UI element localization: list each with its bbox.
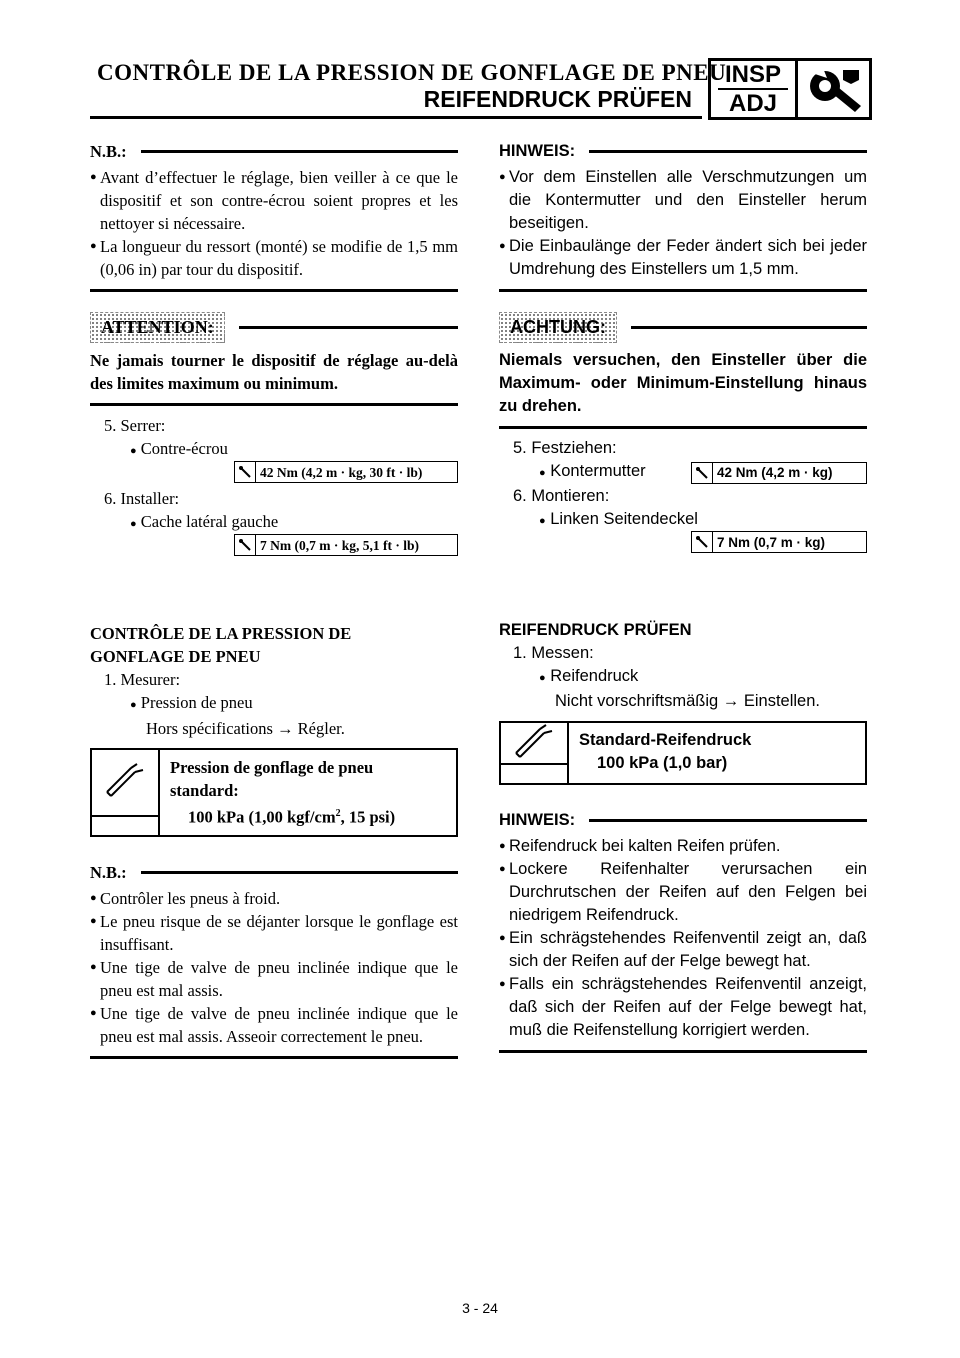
note-label: HINWEIS:: [499, 142, 576, 160]
note-label: N.B.:: [90, 862, 127, 882]
caution-text: Niemals versuchen, den Einsteller über die Maximum- oder Minimum-Einstellung hinaus zu drehen.: [499, 351, 867, 415]
list-item: ● Contrôler les pneus à froid.: [90, 888, 281, 908]
wrench-tool-icon: [798, 61, 869, 117]
badge-insp-text: INSP: [724, 61, 781, 88]
note-list: [90, 166, 458, 281]
note-heading: [90, 140, 458, 163]
step-6-item: ● Cache latéral gauche: [130, 512, 279, 531]
torque-wrench-icon: [692, 463, 713, 483]
french-column: [90, 140, 458, 1059]
torque-wrench-icon: [235, 535, 256, 555]
german-column: [499, 140, 867, 1053]
note-label: HINWEIS:: [499, 811, 576, 829]
list-item: ● Une tige de valve de pneu inclinée indique que le pneu est mal assis.: [90, 957, 458, 1000]
section-title: CONTRÔLE DE LA PRESSION DE GONFLAGE DE PNEU: [90, 624, 352, 666]
list-item: ● Ein schrägstehendes Reifenventil zeigt an, daß sich der Reifen auf der Felge bewegt hat.: [499, 929, 867, 970]
list-item: ● Vor dem Einstellen alle Verschmutzungen um die Kontermutter und den Einsteller herum beseitigen.: [499, 168, 867, 232]
list-item: ● Falls ein schrägstehendes Reifenventil anzeigt, daß sich der Reifen auf der Felge bewegt hat, muß die Reifenstellung korrigiert werden.: [499, 975, 867, 1039]
list-item: ● Lockere Reifenhalter verursachen ein Durchrutschen der Reifen auf den Felgen bei niedrigem Reifendruck.: [499, 860, 867, 924]
step-5: 5. Festziehen:: [513, 439, 617, 457]
note-list: [499, 166, 867, 281]
list-item: ● Die Einbaulänge der Feder ändert sich bei jeder Umdrehung des Einstellers um 1,5 mm.: [499, 237, 867, 278]
spec-value: 100 kPa (1,00 kgf/$cm^2$, 15 psi): [187, 807, 396, 827]
page-title-german: REIFENDRUCK PRÜFEN: [423, 86, 692, 112]
list-item: ● La longueur du ressort (monté) se modifie de 1,5 mm (0,06 in) par tour du dispositif.: [90, 237, 458, 279]
caliper-icon: [501, 723, 569, 783]
torque-wrench-icon: [235, 462, 256, 482]
measure-note: Nicht vorschriftsmäßig → Einstellen.: [555, 692, 820, 710]
note-heading: [499, 809, 867, 832]
measure-item: ● Reifendruck: [539, 667, 639, 685]
measure-step: 1. Mesurer:: [104, 670, 181, 689]
header-rule: [90, 116, 702, 119]
caution-text: Ne jamais tourner le dispositif de réglage au-delà des limites maximum ou minimum.: [90, 351, 458, 393]
torque-spec: 42 Nm (4,2 m · kg, 30 ft · lb): [234, 461, 458, 483]
list-item: ● Avant d’effectuer le réglage, bien veiller à ce que le dispositif et son contre-écrou soient propres et les nettoyer si nécessaire.: [90, 168, 458, 233]
measure-item: ● Pression de pneu: [130, 693, 253, 712]
note-heading: [90, 861, 458, 884]
step-6-item: ● Linken Seitendeckel: [539, 510, 698, 528]
caution-label: ACHTUNG:: [499, 312, 617, 343]
step-5-item: ● Contre-écrou: [130, 439, 228, 458]
list-item: ● Une tige de valve de pneu inclinée indique que le pneu est mal assis. Asseoir correctement le pneu.: [90, 1003, 458, 1046]
step-6: 6. Installer:: [104, 489, 180, 508]
page-title-french: CONTRÔLE DE LA PRESSION DE GONFLAGE DE PNEU: [97, 60, 727, 85]
page-number: 3 - 24: [462, 1300, 498, 1316]
caution-heading: [499, 312, 867, 343]
note-list: [90, 887, 458, 1048]
note-heading: [499, 140, 867, 163]
list-item: ● Reifendruck bei kalten Reifen prüfen.: [499, 837, 781, 855]
spec-label: Standard-Reifendruck: [579, 731, 752, 749]
list-item: ● Le pneu risque de se déjanter lorsque le gonflage est insuffisant.: [90, 911, 458, 954]
caution-heading: [90, 312, 458, 343]
section-badge: [708, 58, 872, 120]
torque-spec: 7 Nm (0,7 m · kg, 5,1 ft · lb): [234, 534, 458, 556]
caliper-icon: [92, 750, 160, 835]
spec-box: [90, 748, 458, 837]
step-6: 6. Montieren:: [513, 487, 610, 505]
spec-value: 100 kPa (1,0 bar): [597, 754, 728, 772]
torque-spec: 42 Nm (4,2 m · kg): [691, 462, 867, 484]
note-label: N.B.:: [90, 142, 127, 161]
caution-label: ATTENTION:: [90, 312, 225, 343]
step-5-item: ● Kontermutter: [539, 462, 646, 480]
note-list: [499, 835, 867, 1042]
spec-box: [499, 721, 867, 785]
measure-step: 1. Messen:: [513, 644, 594, 662]
badge-adj-text: ADJ: [728, 90, 777, 117]
step-5: 5. Serrer:: [104, 416, 166, 435]
section-title: REIFENDRUCK PRÜFEN: [499, 621, 692, 639]
torque-spec: 7 Nm (0,7 m · kg): [691, 531, 867, 553]
spec-label: Pression de gonflage de pneu standard:: [169, 758, 374, 800]
measure-note: Hors spécifications → Régler.: [146, 719, 345, 738]
torque-wrench-icon: [692, 532, 713, 552]
